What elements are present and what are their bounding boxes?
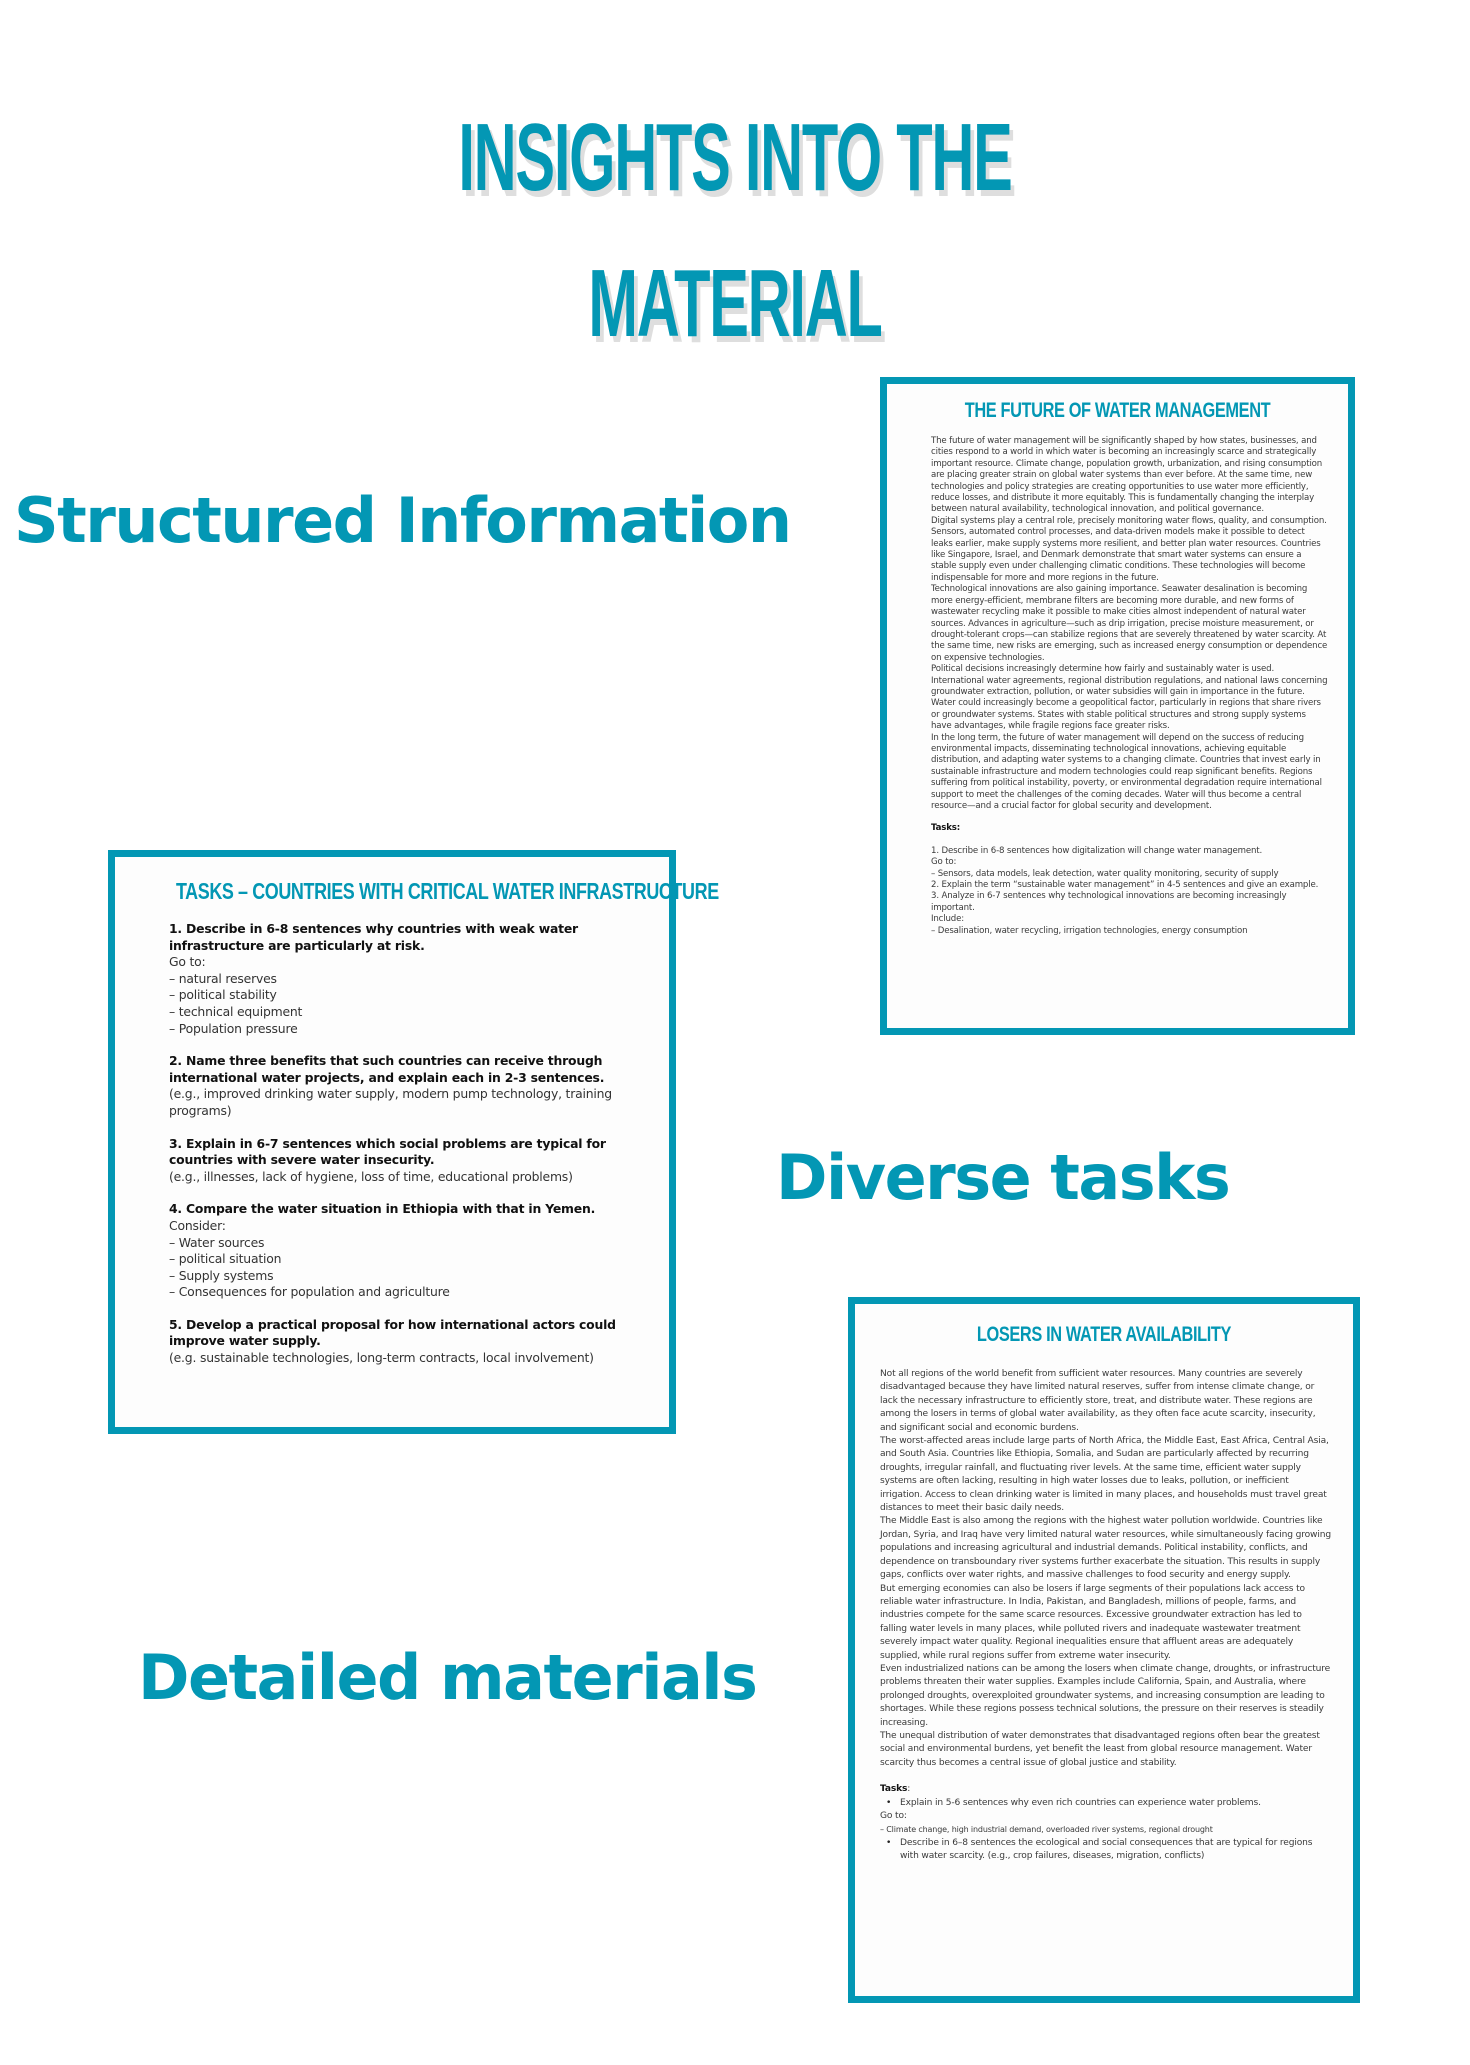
task-line: Include: [931, 914, 964, 925]
task-block-2 [169, 1053, 639, 1119]
paragraph: Political decisions increasingly determine how fairly and sustainably water is used. International water agreements, regional distribution regulations, and national laws concerning groundwater extraction, pollution, or water subsidies will gain in importance in the future. Water could increasingly become a geopolitical factor, particularly in regions that share rivers or groundwater systems. States with stable political structures and strong supply systems have advantages, while fragile regions face greater risks. [931, 664, 1328, 732]
task-hint: (e.g., improved drinking water supply, modern pump technology, training programs) [169, 1086, 612, 1118]
heading-diverse-tasks: Diverse tasks [776, 1141, 1230, 1214]
task-hint: – Water sources [169, 1234, 265, 1250]
paragraph: But emerging economies can also be losers if large segments of their populations lack access to reliable water infrastructure. In India, Pakistan, and Bangladesh, millions of people, farms, and industries compete for the same scarce resources. Excessive groundwater extraction has led to falling water levels in many places, while polluted rivers and inadequate wastewater treatment severely impact water quality. Regional inequalities ensure that affluent areas are adequately supplied, while rural regions suffer from extreme water insecurity. [880, 1583, 1305, 1661]
heading-detailed-materials: Detailed materials [138, 1641, 757, 1714]
paragraph: Digital systems play a central role, precisely monitoring water flows, quality, and consumption. Sensors, automated control processes, and data-driven models make it possible to detect leaks earlier, make supply systems more resilient, and better plan water resources. Countries like Singapore, Israel, and Denmark demonstrate that smart water systems can ensure a stable supply even under challenging climatic conditions. These technologies will become indispensable for more and more regions in the future. [931, 515, 1327, 583]
task-line: 2. Explain the term “sustainable water management” in 4-5 sentences and give an example. [931, 880, 1319, 891]
task-hint: – natural reserves [169, 970, 277, 986]
paragraph: The worst-affected areas include large parts of North Africa, the Middle East, East Africa, Central Asia, and South Asia. Countries like Ethiopia, Somalia, and Sudan are particularly affected by recurring droughts, irregular rainfall, and fluctuating river levels. At the same time, efficient water supply systems are often lacking, resulting in high water losses due to leaks, pollution, or inefficient irrigation. Access to clean drinking water is limited in many places, and households must travel great distances to meet their basic daily needs. [880, 1436, 1329, 1514]
tasks-label: Tasks [880, 1784, 908, 1795]
paragraph: The Middle East is also among the regions with the highest water pollution worldwide. Countries like Jordan, Syria, and Iraq have very limited natural water resources, while simultaneously facing growing populations and increasing agricultural and industrial demands. Political instability, conflicts, and dependence on transboundary river systems further exacerbate the situation. This results in supply gaps, conflicts over water rights, and massive challenges to food security and energy supply. [880, 1516, 1331, 1581]
task-question: 1. Describe in 6-8 sentences why countries with weak water infrastructure are particularly at risk. [169, 921, 578, 953]
page-title-line-2: MATERIAL [588, 250, 882, 357]
card-body [931, 436, 1328, 937]
paragraph: Not all regions of the world benefit from sufficient water resources. Many countries are severely disadvantaged because they have limited natural reserves, suffer from intense climate change, or lack the necessary infrastructure to efficiently store, treat, and distribute water. These regions are among the losers in terms of global water availability, as they often face acute scarcity, insecurity, and significant social and economic burdens. [880, 1369, 1316, 1433]
task-line: Go to: [931, 857, 957, 868]
task-question: 3. Explain in 6-7 sentences which social problems are typical for countries with severe water insecurity. [169, 1135, 606, 1168]
document-card-critical-infrastructure-tasks [108, 850, 719, 1434]
paragraph: Technological innovations are also gaining importance. Seawater desalination is becoming more energy-efficient, membrane filters are becoming more durable, and new forms of wastewater recycling make it possible to make cities almost independent of natural water sources. Advances in agriculture—such as drip irrigation, precise moisture measurement, or drought-tolerant crops—can stabilize regions that are severely threatened by water scarcity. At the same time, new risks are emerging, such as increased energy consumption or dependence on expensive technologies. [931, 584, 1328, 663]
task-hint: Consider: [169, 1217, 226, 1233]
task-question: 5. Develop a practical proposal for how international actors could improve water supply. [169, 1316, 616, 1349]
task-line: – Sensors, data models, leak detection, water quality monitoring, security of supply [931, 868, 1279, 879]
task-hint: (e.g., illnesses, lack of hygiene, loss of time, educational problems) [169, 1168, 573, 1184]
task-hint: – political situation [169, 1251, 282, 1267]
paragraph: Even industrialized nations can be among the losers when climate change, droughts, or infrastructure problems threaten their water supplies. Examples include California, Spain, and Australia, where prolonged droughts, overexploited groundwater systems, and increasing consumption are leading to shortages. While these regions possess technical solutions, the pressure on their reserves is steadily increasing. [880, 1663, 1331, 1728]
document-card-future-water-management [880, 377, 1355, 1035]
card-body [880, 1368, 1331, 1864]
card-body [169, 921, 639, 1367]
task-line: – Desalination, water recycling, irrigation technologies, energy consumption [931, 925, 1248, 936]
heading-structured-information: Structured Information [14, 484, 791, 557]
document-card-losers-water-availability [848, 1297, 1360, 2003]
tasks-heading [880, 1783, 1331, 1796]
task-question: 4. Compare the water situation in Ethiopia with that in Yemen. [169, 1201, 596, 1217]
task-block-4 [169, 1201, 639, 1301]
paragraph: In the long term, the future of water management will depend on the success of reducing environmental impacts, disseminating technological innovations, achieving equitable distribution, and adapting water systems to a changing climate. Countries that invest early in sustainable infrastructure and modern technologies could reap significant benefits. Regions suffering from political instability, poverty, or environmental degradation require international support to meet the challenges of the coming decades. Water will thus become a central resource—and a crucial factor for global security and development. [931, 732, 1322, 811]
task-hint: – Supply systems [169, 1267, 274, 1283]
card-title: TASKS – COUNTRIES WITH CRITICAL WATER INFRASTRUCTURE [175, 878, 719, 904]
task-line: 3. Analyze in 6-7 sentences why technological innovations are becoming increasingly important. [931, 891, 1287, 913]
goto-label: Go to: [880, 1811, 907, 1821]
task-bullets-1 [880, 1797, 1331, 1810]
tasks-colon: : [907, 1784, 911, 1795]
task-question: 2. Name three benefits that such countries can receive through international water projects, and explain each in 2-3 sentences. [169, 1053, 605, 1085]
task-hint: – Population pressure [169, 1020, 298, 1036]
task-hint: – technical equipment [169, 1003, 303, 1019]
paragraph: The unequal distribution of water demonstrates that disadvantaged regions often bear the greatest social and environmental burdens, yet benefit the least from global resource management. Water scarcity thus becomes a central issue of global justice and stability. [880, 1730, 1320, 1768]
task-block-1 [169, 921, 639, 1037]
task-hint: Go to: [169, 954, 206, 970]
paragraph: The future of water management will be significantly shaped by how states, businesses, and cities respond to a world in which water is becoming an increasingly scarce and strategically important resource. Climate change, population growth, urbanization, and rising consumption are placing greater strain on global water systems than ever before. At the same time, new technologies and policy strategies are creating opportunities to use water more efficiently, reduce losses, and distribute it more equitably. This is fundamentally changing the interplay between natural availability, technological innovation, and political governance. [931, 436, 1323, 515]
card-title: LOSERS IN WATER AVAILABILITY [976, 1323, 1232, 1346]
tasks-label: Tasks: [931, 823, 961, 834]
task-hint: – Consequences for population and agriculture [169, 1284, 450, 1300]
page-title-line-1: INSIGHTS INTO THE [458, 104, 1012, 211]
task-line: 1. Describe in 6-8 sentences how digitalization will change water management. [931, 845, 1263, 856]
task-hint: – political stability [169, 987, 277, 1003]
card-title: THE FUTURE OF WATER MANAGEMENT [964, 399, 1271, 422]
task-hint: (e.g. sustainable technologies, long-term contracts, local involvement) [169, 1350, 594, 1366]
task-bullet: • Describe in 6–8 sentences the ecological and social consequences that are typical for regions with water scarcity. (e.g., crop failures, diseases, migration, conflicts) [896, 1837, 1331, 1864]
task-bullets-2 [880, 1837, 1331, 1864]
goto-line: – Climate change, high industrial demand, overloaded river systems, regional drought [880, 1825, 1213, 1835]
task-bullet: • Explain in 5-6 sentences why even rich countries can experience water problems. [896, 1797, 1331, 1810]
task-block-3 [169, 1136, 639, 1186]
task-block-5 [169, 1317, 639, 1367]
